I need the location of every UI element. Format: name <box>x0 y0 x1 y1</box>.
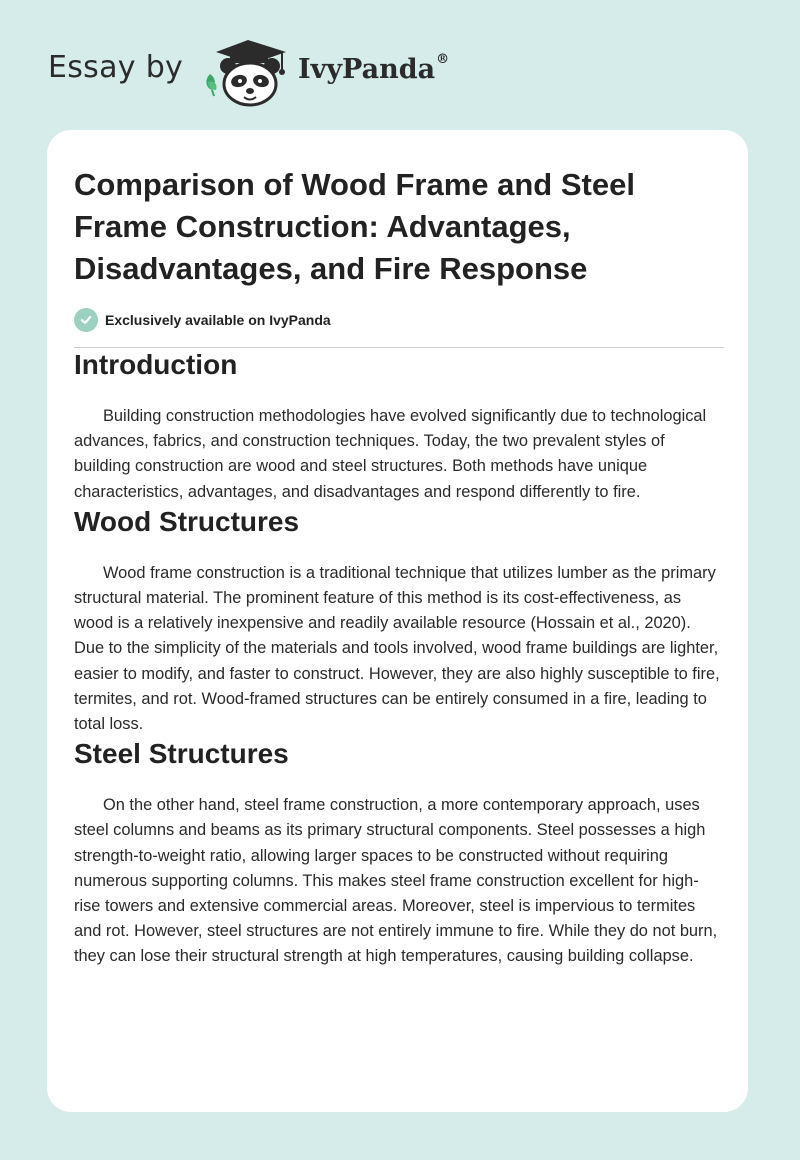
section-heading-wood-structures: Wood Structures <box>74 505 300 537</box>
essay-content <box>74 164 724 970</box>
section-paragraph-steel-structures: On the other hand, steel frame construction, a more contemporary approach, uses steel columns and beams as its primary structural components. Steel possesses a high strength-to-weight ratio, allowing larger spaces to be constructed without requiring numerous supporting columns. This makes steel frame construction excellent for high-rise towers and extensive commercial areas. Moreover, steel is impervious to termites and rot. However, steel structures are not entirely immune to fire. While they do not burn, they can lose their structural strength at high temperatures, causing building collapse. <box>74 796 718 966</box>
site-header <box>0 0 800 130</box>
section-heading-introduction: Introduction <box>74 349 238 380</box>
essay-by-label: Essay by <box>48 50 184 85</box>
brand-name[interactable] <box>298 54 449 85</box>
badge-text: Exclusively available on IvyPanda <box>105 312 331 328</box>
brand-name-text: IvyPanda <box>298 54 436 85</box>
essay-card <box>47 130 748 1112</box>
section-paragraph-wood-structures: Wood frame construction is a traditional technique that utilizes lumber as the primary structural material. The prominent feature of this method is its cost-effectiveness, as wood is a relatively inexpensive and readily available resource (Hossain et al., 2020). Due to the simplicity of the materials and tools involved, wood frame buildings are lighter, easier to modify, and faster to construct. However, they are also highly susceptible to fire, termites, and rot. Wood-framed structures can be entirely consumed in a fire, leading to total loss. <box>74 563 720 734</box>
section-paragraph-introduction: Building construction methodologies have evolved significantly due to technological advances, fabrics, and construction techniques. Today, the two prevalent styles of building construction are wood and steel structures. Both methods have unique characteristics, advantages, and disadvantages and respond differently to fire. <box>74 407 707 501</box>
registered-mark: ® <box>436 52 450 67</box>
check-circle-icon <box>74 308 98 332</box>
exclusive-badge <box>74 307 724 333</box>
essay-title: Comparison of Wood Frame and Steel Frame Construction: Advantages, Disadvantages, and Fire Response <box>74 167 635 286</box>
panda-graduate-logo-icon[interactable] <box>202 36 292 108</box>
section-heading-steel-structures: Steel Structures <box>74 738 289 770</box>
